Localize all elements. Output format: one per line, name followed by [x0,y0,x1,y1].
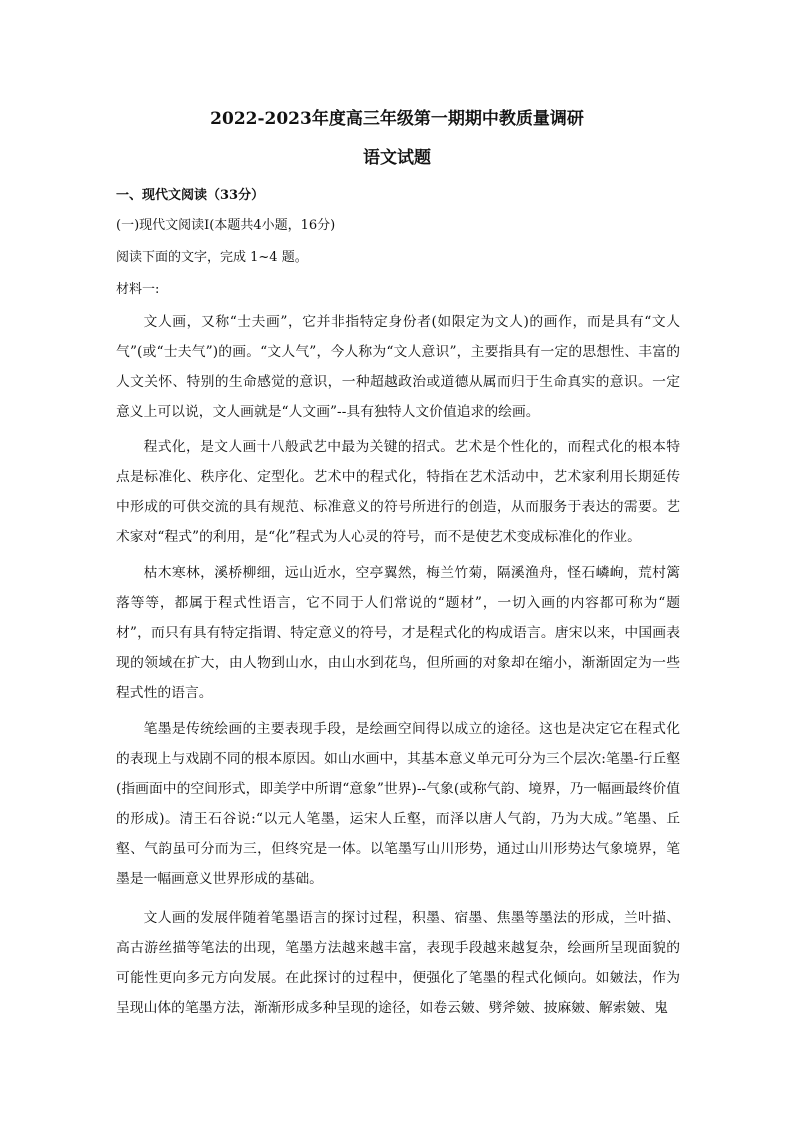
exam-subtitle: 语文试题 [363,148,431,168]
reading-instruction: 阅读下面的文字，完成 1~4 题。 [116,250,308,265]
paragraph: 程式化，是文人画十八般武艺中最为关键的招式。艺术是个性化的，而程式化的根本特点是标准化、秩序化、定型化。艺术中的程式化，特指在艺术活动中，艺术家利用长期延传中形成的可供交流的具有规范、标准意义的符号所进行的创造，从而服务于表达的需要。艺术家对“程式”的利用，是“化”程式为人心灵的符号，而不是使艺术变成标准化的作业。 [116,439,680,545]
subsection-heading: (一)现代文阅读Ⅰ(本题共4小题，16分) [116,218,336,233]
section-heading: 一、现代文阅读（33分） [116,188,265,203]
exam-title: 2022-2023年度高三年级第一期期中教质量调研 [210,109,584,129]
paragraph: 文人画，又称“士夫画”，它并非指特定身份者(如限定为文人)的画作，而是具有“文人气”(或“士夫气”)的画。“文人气”，今人称为“文人意识”，主要指具有一定的思想性、丰富的人文关怀、特别的生命感觉的意识，一种超越政治或道德从属而归于生命真实的意识。一定意义上可以说，文人画就是“人文画”--具有独特人文价值追求的绘画。 [116,314,680,420]
paragraph: 枯木寒林，溪桥柳细，远山近水，空亭翼然，梅兰竹菊，隔溪渔舟，怪石嶙峋，荒村篱落等等，都属于程式性语言，它不同于人们常说的“题材”，一切入画的内容都可称为“题材”，而只有具有特定指谓、特定意义的符号，才是程式化的构成语言。唐宋以来，中国画表现的领域在扩大，由人物到山水，由山水到花鸟，但所画的对象却在缩小，渐渐固定为一些程式性的语言。 [116,565,680,701]
paragraph: 文人画的发展伴随着笔墨语言的探讨过程，积墨、宿墨、焦墨等墨法的形成，兰叶描、高古游丝描等笔法的出现，笔墨方法越来越丰富，表现手段越来越复杂，绘画所呈现面貌的可能性更向多元方向发展。在此探讨的过程中，便强化了笔墨的程式化倾向。如皴法，作为呈现山体的笔墨方法，渐渐形成多种呈现的途径，如卷云皴、劈斧皴、披麻皴、解索皴、鬼 [116,910,680,1016]
paragraph: 笔墨是传统绘画的主要表现手段，是绘画空间得以成立的途径。这也是决定它在程式化的表现上与戏剧不同的根本原因。如山水画中，其基本意义单元可分为三个层次:笔墨-行丘壑(指画面中的空间形式，即美学中所谓“意象”世界)--气象(或称气韵、境界，乃一幅画最终价值的形成)。清王石谷说:“以元人笔墨，运宋人丘壑，而泽以唐人气韵，乃为大成。”笔墨、丘壑、气韵虽可分而为三，但终究是一体。以笔墨写山川形势，通过山川形势达气象境界，笔墨是一幅画意义世界形成的基础。 [116,721,680,887]
material-label: 材料一: [116,282,160,297]
